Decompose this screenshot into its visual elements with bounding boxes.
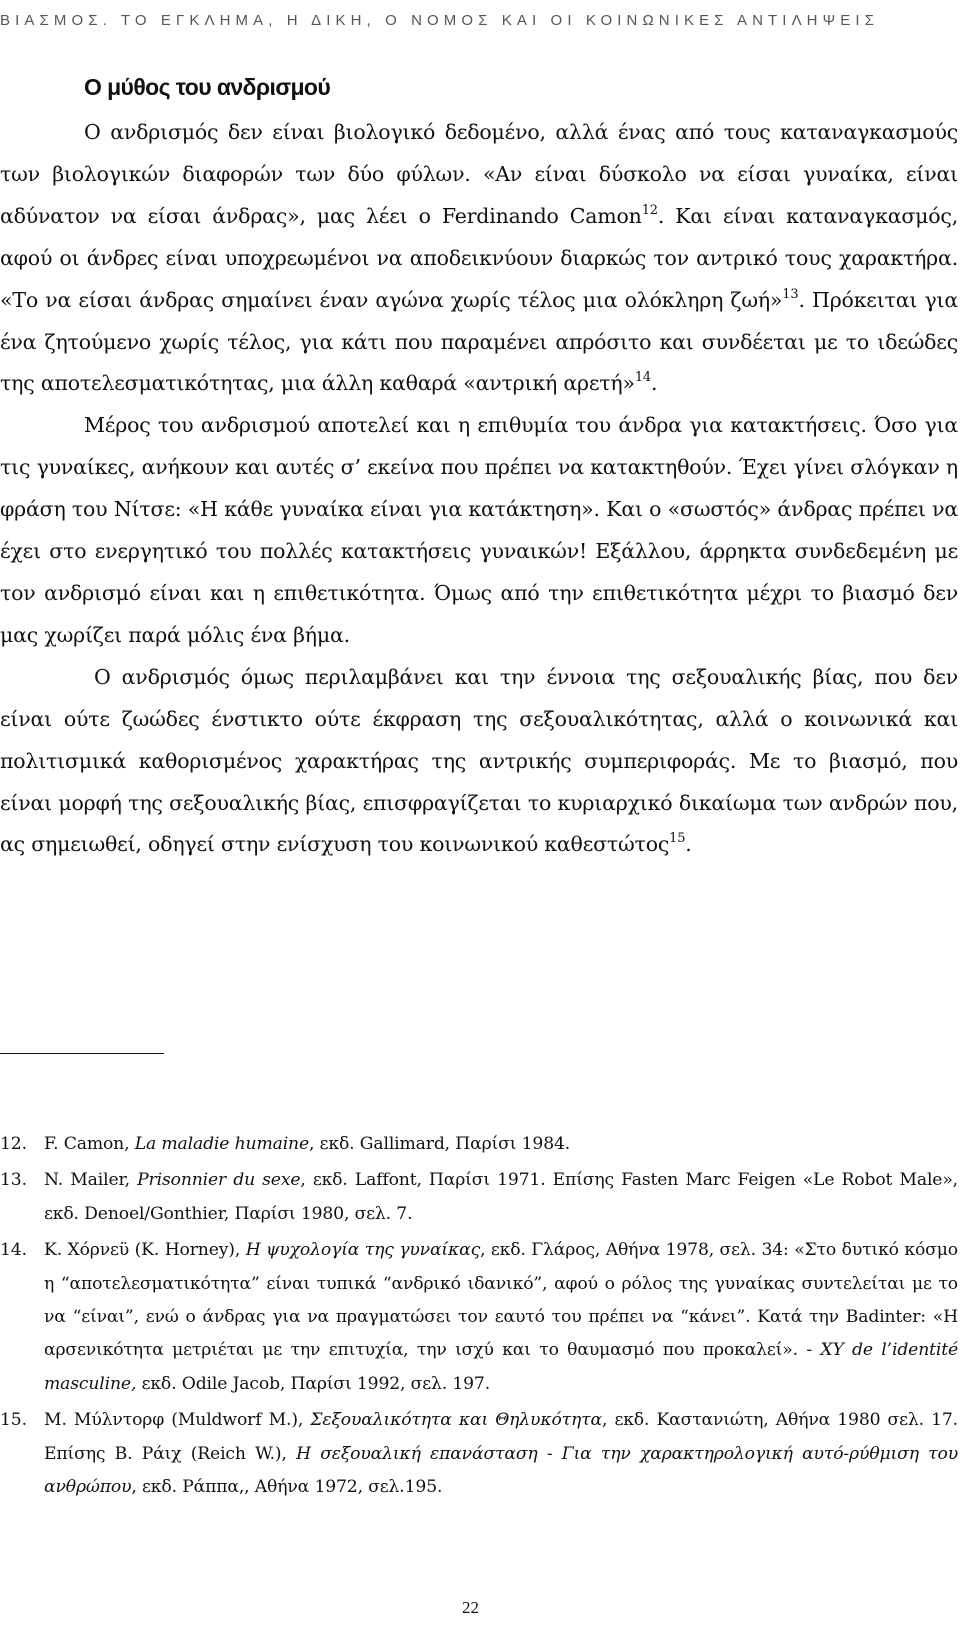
footnote-title: XY de l’identité masculine, bbox=[44, 1340, 958, 1394]
footnote-ref: 12 bbox=[641, 202, 658, 218]
footnote-number: 13. bbox=[0, 1170, 27, 1191]
paragraph-text: . bbox=[651, 371, 658, 396]
footnote-title: Η σεξουαλική επανάσταση - Για την χαρακτηρολογική αυτό-ρύθμιση του ανθρώπου bbox=[44, 1443, 958, 1498]
section-title: Ο μύθος του ανδρισμού bbox=[84, 74, 331, 100]
footnote-title: Σεξουαλικότητα και Θηλυκότητα bbox=[310, 1410, 602, 1431]
footnote bbox=[0, 1404, 958, 1504]
paragraph bbox=[0, 112, 958, 405]
page-number: 22 bbox=[462, 1598, 479, 1617]
paragraph: Μέρος του ανδρισμού αποτελεί και η επιθυμία του άνδρα για κατακτήσεις. Όσο για τις γυναίκες, ανήκουν και αυτές σ’ εκείνα που πρέπει να κατακτηθούν. Έχει γίνει σλόγκαν η φράση του Νίτσε: «Η κάθε γυναίκα είναι για κατάκτηση». Και ο «σωστός» άνδρας πρέπει να έχει στο ενεργητικό του πολλές κατακτήσεις γυναικών! Εξάλλου, άρρηκτα συνδεδεμένη με τον ανδρισμό είναι και η επιθετικότητα. Όμως από την επιθετικότητα μέχρι το βιασμό δεν μας χωρίζει παρά μόλις ένα βήμα. bbox=[0, 413, 958, 647]
footnote bbox=[0, 1128, 958, 1161]
footnotes bbox=[0, 1128, 958, 1504]
footnote-ref: 13 bbox=[782, 286, 799, 302]
footnote-text: , εκδ. Ράππα,, Αθήνα 1972, σελ.195. bbox=[131, 1477, 443, 1498]
footnote-text: εκδ. Odile Jacob, Παρίσι 1992, σελ. 197. bbox=[136, 1373, 491, 1394]
footnote-title: Η ψυχολογία της γυναίκας bbox=[245, 1240, 481, 1261]
paragraph-text: Ο ανδρισμός όμως περιλαμβάνει και την έννοια της σεξουαλικής βίας, που δεν είναι ούτε ζωώδες ένστικτο ούτε έκφραση της σεξουαλικότητας, αλλά ο κοινωνικά και πολιτισμικά καθορισμένος χαρακτήρας της αντρικής συμπεριφοράς. Με το βιασμό, που είναι μορφή της σεξουαλικής βίας, επισφραγίζεται το κυριαρχικό δικαίωμα των ανδρών που, ας σημειωθεί, οδηγεί στην ενίσχυση του κοινωνικού καθεστώτος bbox=[0, 664, 958, 857]
footnote bbox=[0, 1164, 958, 1231]
footnote-text: F. Camon, bbox=[44, 1134, 135, 1154]
footnote-number: 12. bbox=[0, 1134, 27, 1154]
paragraph-text: . bbox=[685, 832, 692, 857]
footnote-title: Prisonnier du sexe bbox=[137, 1170, 301, 1191]
footnote-title: La maladie humaine bbox=[134, 1134, 309, 1154]
footnote-text: , εκδ. Laffont, Παρίσι 1971. Επίσης Fasten Marc Feigen «Le Robot Male», εκδ. Denoel/Gonthier, Παρίσι 1980, σελ. 7. bbox=[44, 1170, 958, 1224]
footnote-text: , εκδ. Γλάρος, Αθήνα 1978, σελ. 34: «Στο δυτικό κόσμο η “αποτελεσματικότητα” είναι τυπικά “ανδρικό ιδανικό”, αφού ο ρόλος της γυναίκας συντελείται με το να “είναι”, ενώ ο άνδρας για να πραγματώσει τον εαυτό του πρέπει να “κάνει”. Κατά την Badinter: «Η αρσενικότητα μετριέται με την επιτυχία, την ισχύ και το θαυμασμό που προκαλεί». - bbox=[44, 1240, 958, 1361]
footnote-text: N. Mailer, bbox=[44, 1170, 138, 1191]
footnote-number: 14. bbox=[0, 1240, 27, 1261]
footnote-ref: 15 bbox=[669, 831, 686, 847]
footnote-ref: 14 bbox=[634, 370, 651, 386]
footnote-text: , εκδ. Καστανιώτη, Αθήνα 1980 σελ. 17. Επίσης Β. Ράιχ (Reich W.), bbox=[44, 1410, 958, 1464]
paragraph bbox=[0, 657, 958, 867]
paragraph-text: Ο ανδρισμός δεν είναι βιολογικό δεδομένο, αλλά ένας από τους καταναγκασμούς των βιολογικών διαφορών των δύο φύλων. «Αν είναι δύσκολο να είσαι γυναίκα, είναι αδύνατον να είσαι άνδρας», μας λέει ο Ferdinando Camon bbox=[0, 120, 958, 228]
running-header: ΒΙΑΣΜΟΣ. ΤΟ ΕΓΚΛΗΜΑ, Η ΔΙΚΗ, Ο ΝΟΜΟΣ ΚΑΙ ΟΙ ΚΟΙΝΩΝΙΚΕΣ ΑΝΤΙΛΗΨΕΙΣ bbox=[0, 12, 879, 29]
footnote-text: , εκδ. Gallimard, Παρίσι 1984. bbox=[309, 1134, 571, 1154]
paragraph-text: . Πρόκειται για ένα ζητούμενο χωρίς τέλος, για κάτι που παραμένει απρόσιτο και συνδέεται με το ιδεώδες της αποτελεσματικότητας, μια άλλη καθαρά «αντρική αρετή» bbox=[0, 287, 958, 396]
footnote-text: Μ. Μύλντορφ (Muldworf M.), bbox=[44, 1410, 311, 1431]
body-text bbox=[0, 112, 958, 866]
footnote bbox=[0, 1234, 958, 1401]
paragraph-text: . Και είναι καταναγκασμός, αφού οι άνδρες είναι υποχρεωμένοι να αποδεικνύουν διαρκώς τον αντρικό τους χαρακτήρα. «Το να είσαι άνδρας σημαίνει έναν αγώνα χωρίς τέλος μια ολόκληρη ζωή» bbox=[0, 203, 959, 312]
footnote-number: 15. bbox=[0, 1410, 27, 1431]
footnote-separator bbox=[0, 1053, 164, 1054]
footnote-text: Κ. Χόρνεϋ (K. Horney), bbox=[44, 1240, 246, 1261]
